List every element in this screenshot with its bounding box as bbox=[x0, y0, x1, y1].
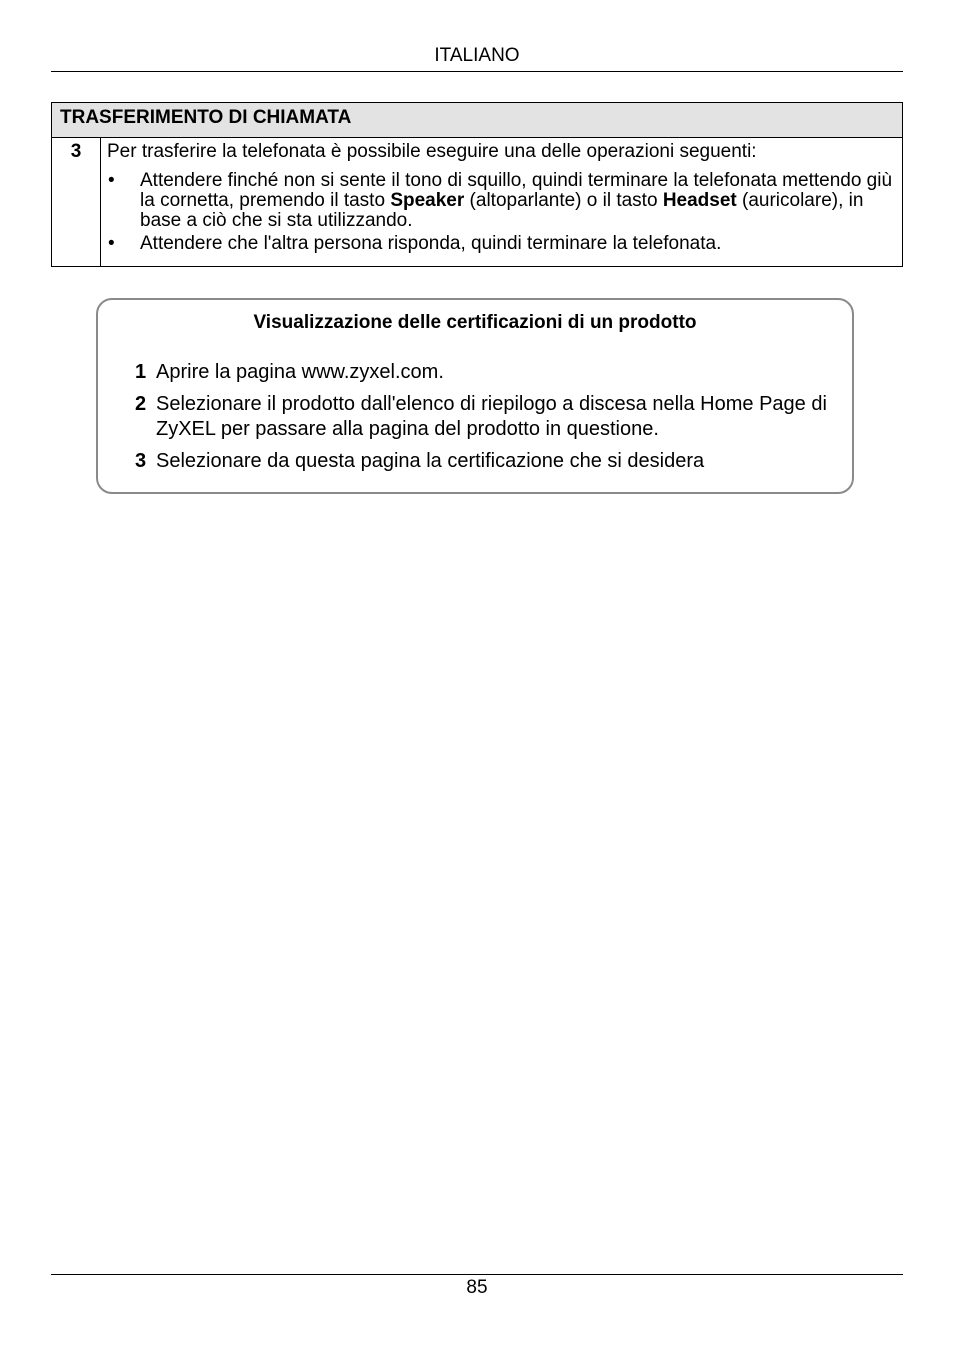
step-text: Selezionare il prodotto dall'elenco di riepilogo a discesa nella Home Page di ZyXEL per passare alla pagina del prodotto in questione. bbox=[156, 393, 827, 440]
table-header-row bbox=[52, 103, 903, 138]
bullet-text: Attendere che l'altra persona risponda, quindi terminare la telefonata. bbox=[140, 233, 722, 254]
section-title: ITALIANO bbox=[434, 45, 520, 66]
list-item bbox=[107, 171, 896, 231]
step-number: 3 bbox=[135, 450, 147, 472]
info-box-title: Visualizzazione delle certificazioni di un prodotto bbox=[253, 312, 697, 333]
option-list bbox=[107, 171, 896, 254]
speaker-key-label: Speaker bbox=[390, 190, 465, 211]
table-title: TRASFERIMENTO DI CHIAMATA bbox=[52, 103, 903, 138]
list-item bbox=[135, 360, 835, 385]
step-number: 3 bbox=[52, 138, 101, 267]
bullet-text-part: (auricolare), in base a ciò che si sta utilizzando. bbox=[140, 190, 864, 231]
list-item bbox=[135, 449, 835, 474]
certification-info-box bbox=[96, 298, 854, 494]
step-number: 1 bbox=[135, 361, 147, 383]
step-number: 2 bbox=[135, 393, 147, 415]
step-content bbox=[101, 138, 903, 267]
bullet-icon: • bbox=[108, 170, 115, 191]
headset-key-label: Headset bbox=[662, 190, 737, 211]
table-row bbox=[52, 138, 903, 267]
page-number: 85 bbox=[466, 1277, 488, 1298]
list-item bbox=[107, 234, 896, 254]
step-text: Aprire la pagina www.zyxel.com. bbox=[156, 361, 444, 383]
certification-steps bbox=[135, 360, 835, 481]
bullet-icon: • bbox=[108, 233, 115, 254]
step-text: Selezionare da questa pagina la certificazione che si desidera bbox=[156, 450, 705, 472]
list-item bbox=[135, 392, 835, 442]
header-rule bbox=[51, 71, 903, 72]
step-intro-text: Per trasferire la telefonata è possibile eseguire una delle operazioni seguenti: bbox=[107, 141, 757, 162]
footer-rule bbox=[51, 1274, 903, 1275]
call-transfer-table bbox=[51, 102, 903, 267]
bullet-text-part: (altoparlante) o il tasto bbox=[464, 190, 663, 211]
bullet-text-part: Attendere finché non si sente il tono di squillo, quindi terminare la telefonata mettendo giù la cornetta, premendo il tasto bbox=[140, 170, 893, 211]
